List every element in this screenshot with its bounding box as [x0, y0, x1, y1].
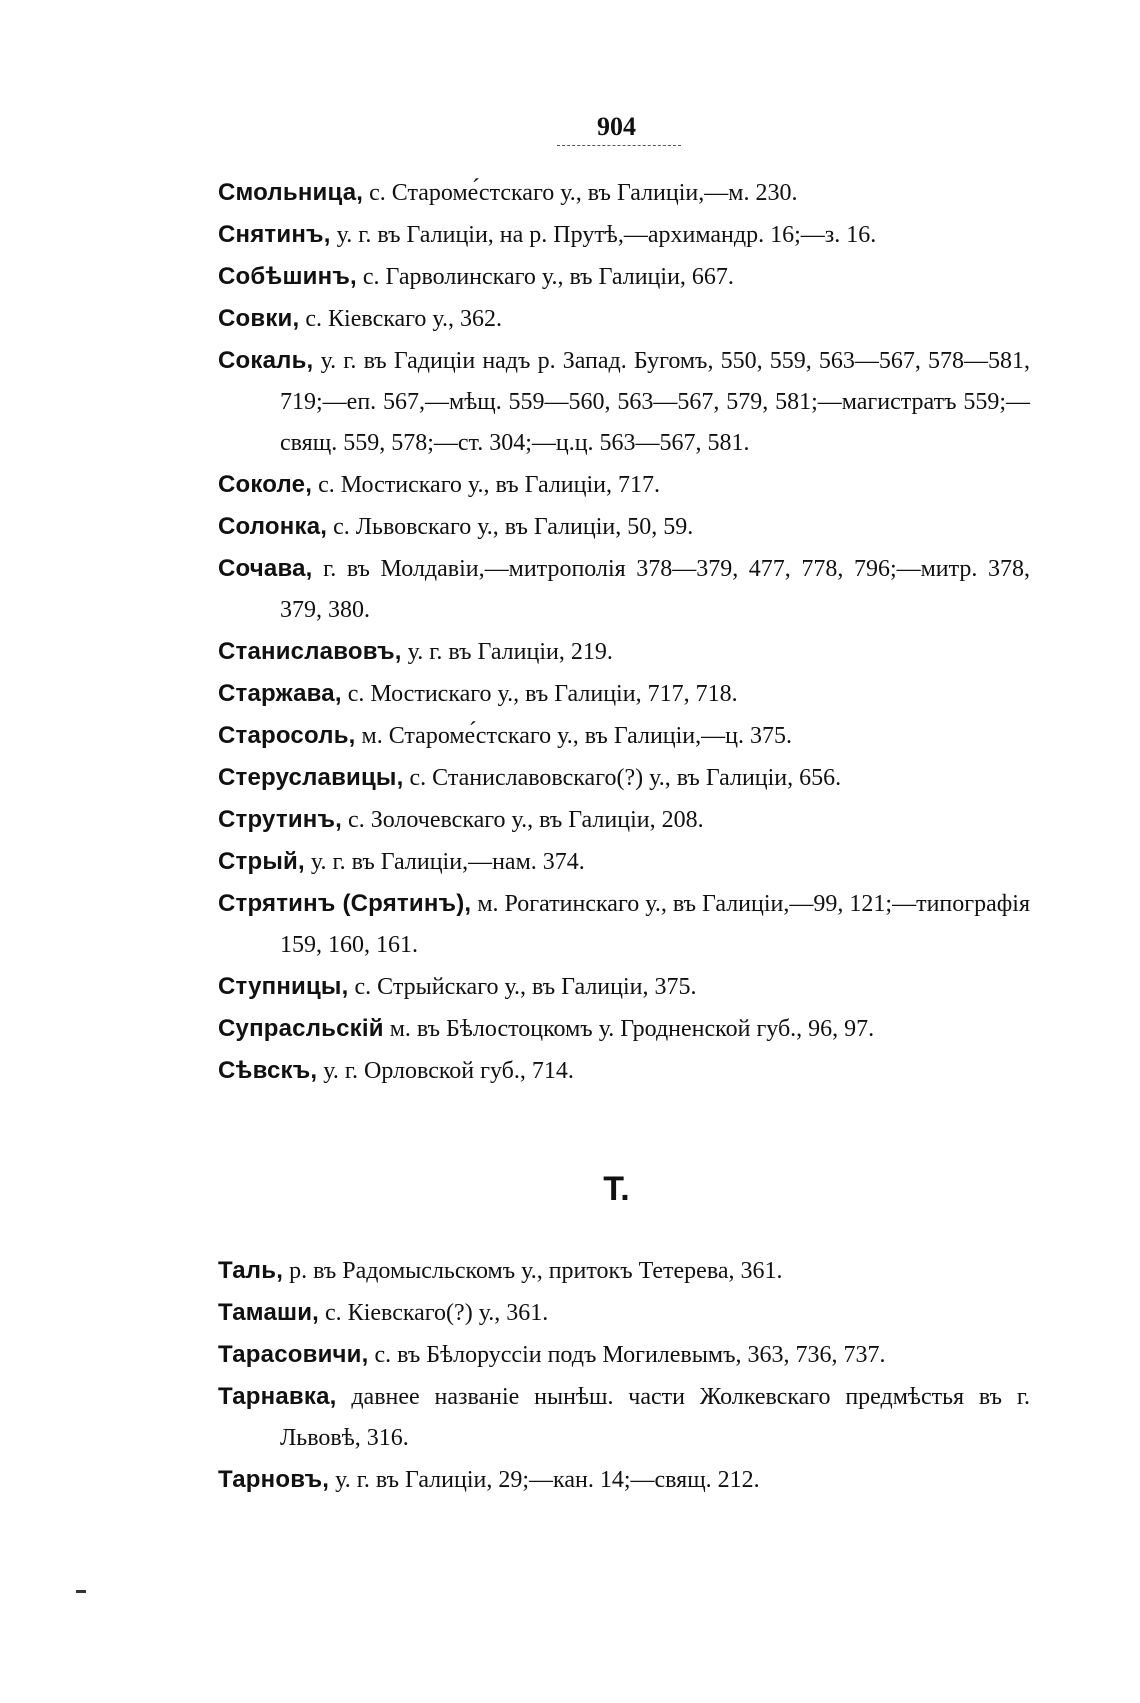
- entry-headword: Сокаль,: [218, 347, 314, 374]
- index-entry: [218, 966, 1030, 1008]
- entry-text: г. въ Молдавіи,—митрополія 378—379, 477, 778, 796;—митр. 378, 379, 380.: [280, 556, 1030, 623]
- index-entry: [218, 506, 1030, 548]
- index-entry: [218, 1459, 1030, 1501]
- entry-text: с. Станиславовскаго(?) у., въ Галиціи, 656.: [409, 765, 842, 791]
- index-entry: [218, 1050, 1030, 1092]
- section-letter: Т.: [603, 1170, 630, 1208]
- entry-text: м. Староме́стскаго у., въ Галиціи,—ц. 375.: [361, 723, 792, 749]
- index-entry: [218, 172, 1030, 214]
- index-entry: [218, 757, 1030, 799]
- entry-text: с. Мостискаго у., въ Галиціи, 717.: [318, 472, 660, 498]
- entry-text: м. въ Бѣлостоцкомъ у. Гродненской губ., 96, 97.: [389, 1016, 875, 1042]
- page-number: 904: [597, 112, 636, 141]
- entry-headword: Старжава,: [218, 680, 342, 707]
- index-entry: [218, 883, 1030, 966]
- entry-text: с. Кіевскаго у., 362.: [305, 306, 503, 332]
- index-entry: [218, 673, 1030, 715]
- entry-headword: Старосоль,: [218, 722, 356, 749]
- entry-headword: Сочава,: [218, 555, 313, 582]
- entry-headword: Тамаши,: [218, 1299, 320, 1326]
- entry-text: р. въ Радомысльскомъ у., притокъ Тетерева, 361.: [289, 1258, 783, 1284]
- entry-headword: Соколе,: [218, 471, 313, 498]
- index-entry: [218, 1250, 1030, 1292]
- stray-mark: [76, 1590, 86, 1593]
- index-entry: [218, 1008, 1030, 1050]
- entry-headword: Снятинъ,: [218, 221, 331, 248]
- entry-headword: Станиславовъ,: [218, 638, 402, 665]
- index-entry: [218, 548, 1030, 631]
- header-rule: [557, 145, 681, 146]
- index-entry: [218, 799, 1030, 841]
- index-entry: [218, 340, 1030, 464]
- entry-headword: Сѣвскъ,: [218, 1057, 318, 1084]
- entry-text: с. въ Бѣлоруссіи подъ Могилевымъ, 363, 736, 737.: [374, 1342, 886, 1368]
- entry-headword: Тарновъ,: [218, 1466, 330, 1493]
- index-entry: [218, 1376, 1030, 1459]
- index-entry: [218, 464, 1030, 506]
- index-entry: [218, 1292, 1030, 1334]
- entry-text: с. Староме́стскаго у., въ Галиціи,—м. 230.: [369, 180, 798, 206]
- entry-headword: Тарасовичи,: [218, 1341, 369, 1368]
- entry-text: м. Рогатинскаго у., въ Галиціи,—99, 121;—типографія 159, 160, 161.: [280, 891, 1031, 958]
- entries-s: [218, 172, 1030, 1092]
- entry-text: у. г. Орловской губ., 714.: [323, 1058, 574, 1084]
- entry-headword: Собѣшинъ,: [218, 263, 357, 290]
- entry-headword: Стеруславицы,: [218, 764, 404, 791]
- entry-headword: Солонка,: [218, 513, 328, 540]
- entry-headword: Супрасльскій: [218, 1015, 384, 1042]
- index-entry: [218, 1334, 1030, 1376]
- entry-text: с. Львовскаго у., въ Галиціи, 50, 59.: [333, 514, 694, 540]
- index-entry: [218, 214, 1030, 256]
- index-entry: [218, 256, 1030, 298]
- entry-text: у. г. въ Галиціи,—нам. 374.: [310, 849, 585, 875]
- entry-text: с. Золочевскаго у., въ Галиціи, 208.: [348, 807, 704, 833]
- entry-text: у. г. въ Галиціи, 29;—кан. 14;—свящ. 212.: [335, 1467, 760, 1493]
- entry-headword: Стрятинъ (Срятинъ),: [218, 890, 472, 917]
- entry-text: с. Кіевскаго(?) у., 361.: [325, 1300, 549, 1326]
- index-entry: [218, 841, 1030, 883]
- entry-headword: Совки,: [218, 305, 300, 332]
- entry-text: с. Гарволинскаго у., въ Галиціи, 667.: [362, 264, 734, 290]
- entry-headword: Смольница,: [218, 179, 364, 206]
- entry-text: давнее названіе нынѣш. части Жолкевскаго предмѣстья въ г. Львовѣ, 316.: [280, 1384, 1030, 1451]
- entry-text: с. Стрыйскаго у., въ Галиціи, 375.: [354, 974, 697, 1000]
- index-entry: [218, 715, 1030, 757]
- entries-t: [218, 1250, 1030, 1501]
- entry-headword: Ступницы,: [218, 973, 349, 1000]
- entry-text: у. г. въ Галиціи, на р. Прутѣ,—архимандр. 16;—з. 16.: [336, 222, 877, 248]
- entry-headword: Тарнавка,: [218, 1383, 337, 1410]
- entry-headword: Стрый,: [218, 848, 305, 875]
- entry-text: у. г. въ Гадиціи надъ р. Запад. Бугомъ, 550, 559, 563—567, 578—581, 719;—еп. 567,—мѣщ. 559—560, 563—567, 579, 581;—магистратъ 559;—свящ. 559, 578;—ст. 304;—ц.ц. 563—567, 581.: [280, 348, 1030, 456]
- entry-text: с. Мостискаго у., въ Галиціи, 717, 718.: [347, 681, 738, 707]
- entry-headword: Струтинъ,: [218, 806, 343, 833]
- index-entry: [218, 631, 1030, 673]
- entry-headword: Таль,: [218, 1257, 284, 1284]
- index-entry: [218, 298, 1030, 340]
- entry-text: у. г. въ Галиціи, 219.: [407, 639, 613, 665]
